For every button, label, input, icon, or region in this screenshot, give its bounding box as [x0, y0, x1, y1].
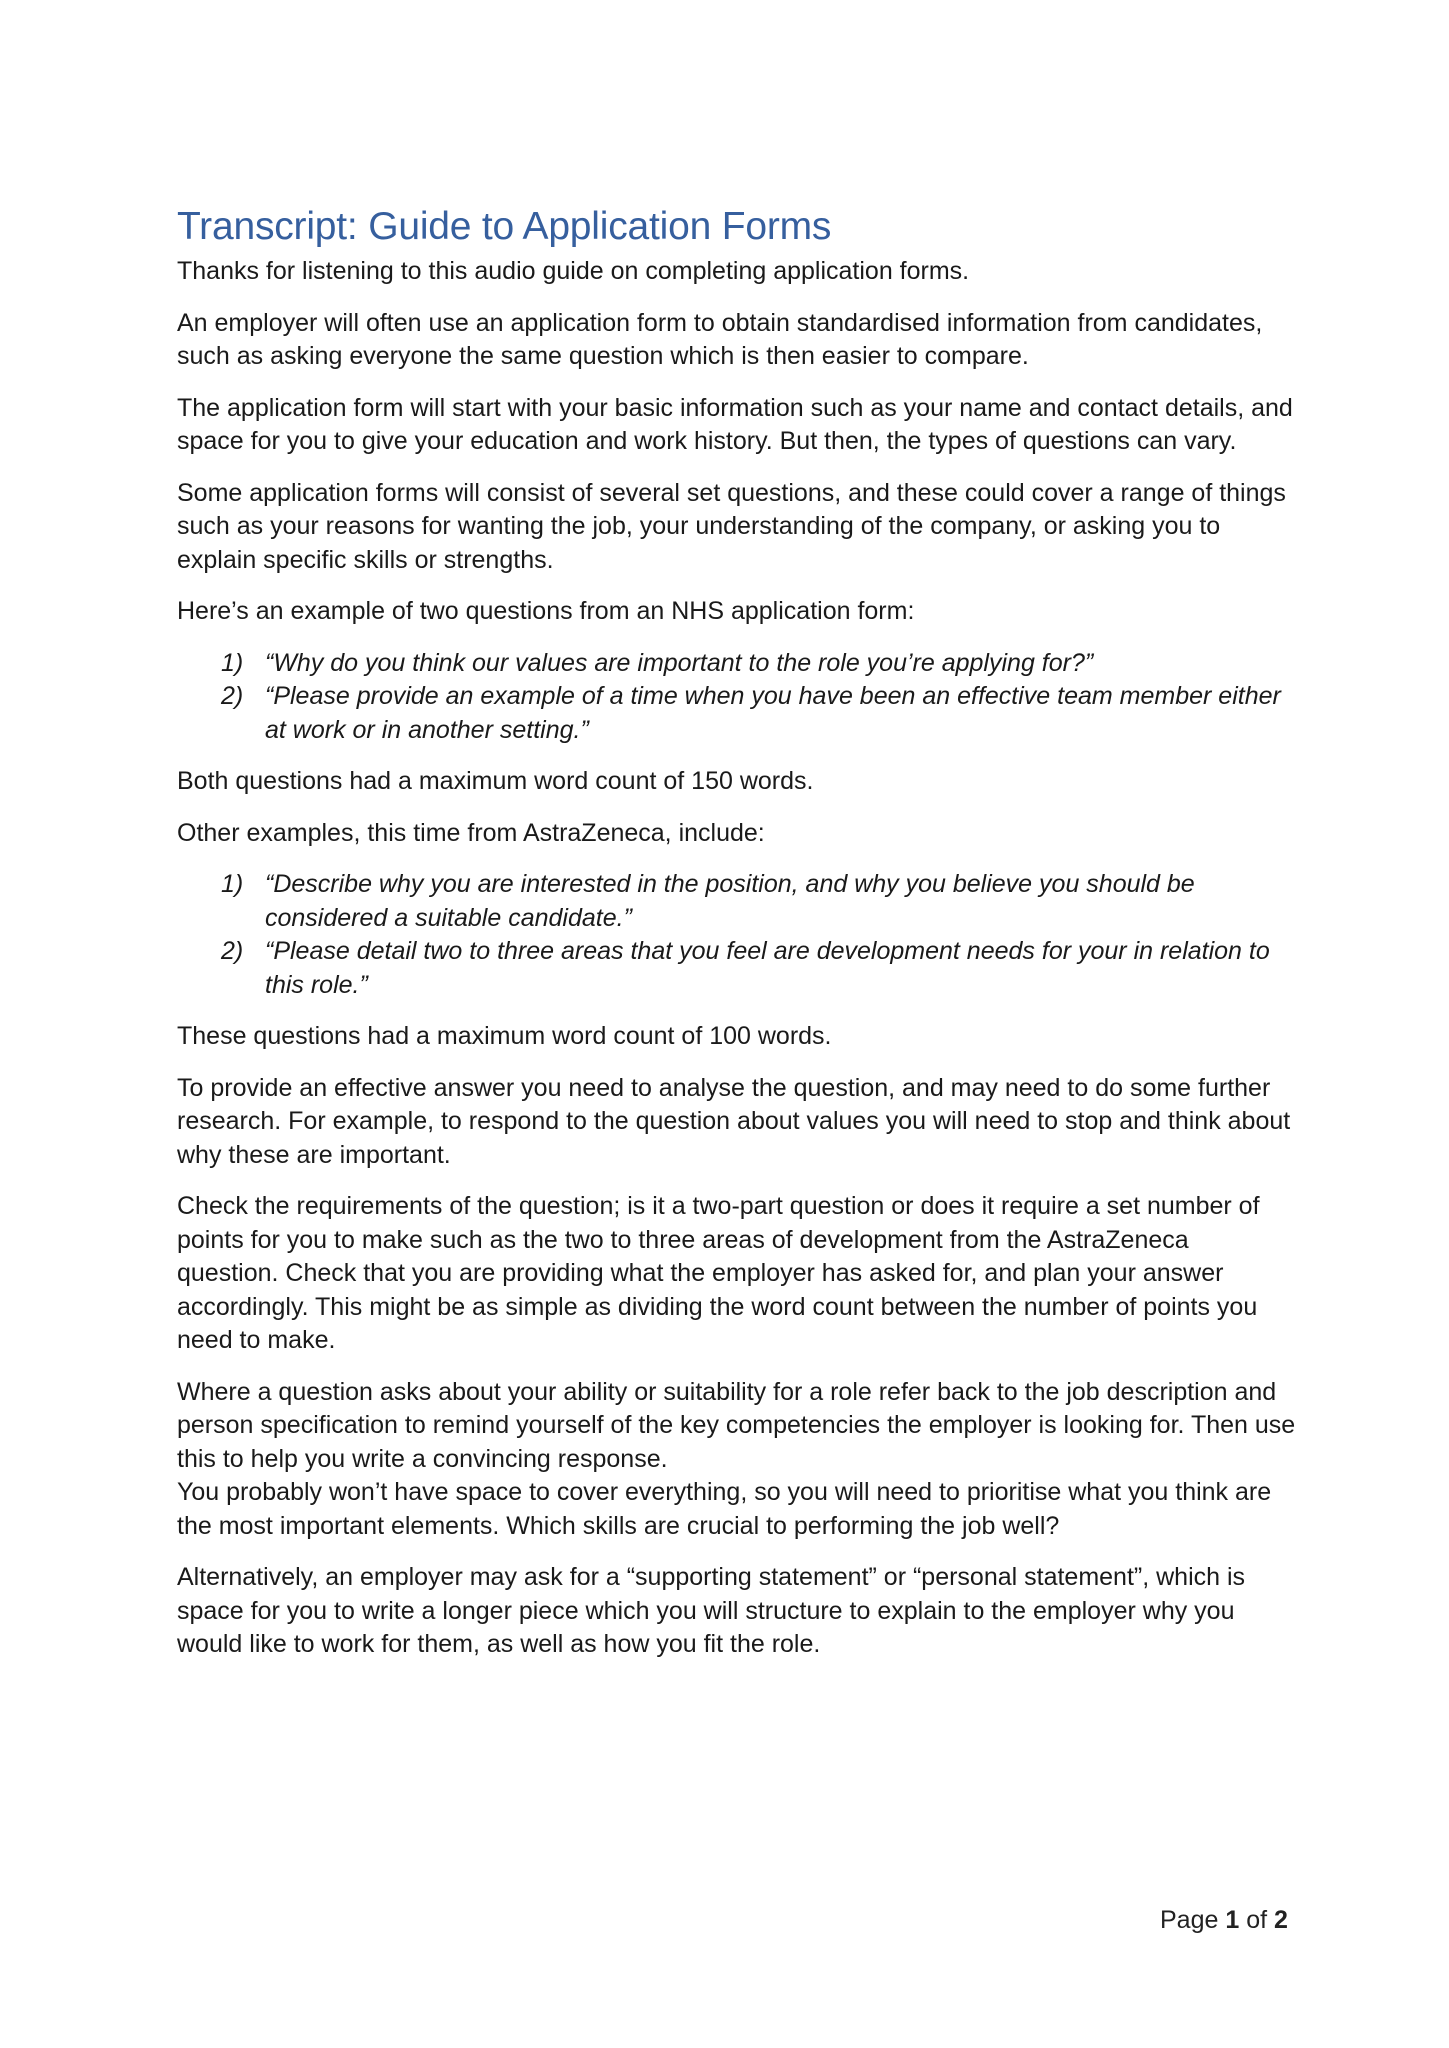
list-item: [177, 680, 1297, 747]
paragraph-supporting-statement: Alternatively, an employer may ask for a “supporting statement” or “personal statement”, which is space for you to write a longer piece which you will structure to explain to the employer why you would like to work for them, as well as how you fit the role.: [177, 1563, 1246, 1658]
list-item-text: “Please detail two to three areas that you feel are development needs for your in relation to this role.”: [265, 937, 1270, 999]
footer-current-page: 1: [1225, 1906, 1240, 1934]
page-number-footer: [1160, 1906, 1288, 1935]
paragraph-astrazeneca-intro: Other examples, this time from AstraZeneca, include:: [177, 818, 765, 847]
document-title: Transcript: Guide to Application Forms: [177, 205, 832, 248]
list-number: 1): [221, 648, 244, 677]
paragraph-nhs-word-count: Both questions had a maximum word count of 150 words.: [177, 767, 814, 795]
list-number: 2): [221, 682, 244, 710]
nhs-question-list: [177, 647, 1297, 748]
paragraph-astrazeneca-word-count: These questions had a maximum word count of 100 words.: [177, 1022, 832, 1050]
list-item-text: “Please provide an example of a time when you have been an effective team member either at work or in another setting.”: [265, 682, 1281, 744]
paragraph-effective-answer: To provide an effective answer you need to analyse the question, and may need to do some further research. For example, to respond to the question about values you will need to stop and think about why these are important.: [177, 1073, 1291, 1169]
list-item-text: “Describe why you are interested in the position, and why you believe you should be considered a suitable candidate.”: [265, 870, 1195, 932]
paragraph-employer-form: An employer will often use an application form to obtain standardised information from candidates, such as asking everyone the same question which is then easier to compare.: [177, 308, 1263, 370]
list-item: [177, 647, 1297, 681]
paragraph-set-questions: Some application forms will consist of several set questions, and these could cover a range of things such as your reasons for wanting the job, your understanding of the company, or asking you to explain specific skills or strengths.: [177, 478, 1286, 574]
document-page: [177, 203, 1297, 1680]
footer-of-label: of: [1246, 1906, 1268, 1934]
astrazeneca-question-list: [177, 868, 1297, 1002]
list-item-text: “Why do you think our values are important to the role you’re applying for?”: [265, 648, 1094, 677]
paragraph-basic-info: The application form will start with your basic information such as your name and contact details, and space for you to give your education and work history. But then, the types of questions can vary.: [177, 393, 1293, 455]
list-item: [177, 868, 1297, 935]
footer-total-pages: 2: [1274, 1906, 1288, 1934]
list-number: 1): [221, 870, 244, 898]
paragraph-nhs-intro: Here’s an example of two questions from an NHS application form:: [177, 597, 915, 625]
paragraph-prioritise: You probably won’t have space to cover everything, so you will need to prioritise what you think are the most important elements. Which skills are crucial to performing the job well?: [177, 1478, 1272, 1540]
list-number: 2): [221, 937, 244, 965]
footer-page-label: Page: [1160, 1906, 1219, 1934]
paragraph-intro: Thanks for listening to this audio guide on completing application forms.: [177, 257, 970, 285]
list-item: [177, 935, 1297, 1002]
paragraph-suitability: Where a question asks about your ability or suitability for a role refer back to the job description and person specification to remind yourself of the key competencies the employer is looking for. Then use this to help you write a convincing response.: [177, 1377, 1296, 1473]
paragraph-check-requirements: Check the requirements of the question; is it a two-part question or does it require a set number of points for you to make such as the two to three areas of development from the AstraZeneca question. Check that you are providing what the employer has asked for, and plan your answer accordingly. This might be as simple as dividing the word count between the number of points you need to make.: [177, 1192, 1260, 1354]
